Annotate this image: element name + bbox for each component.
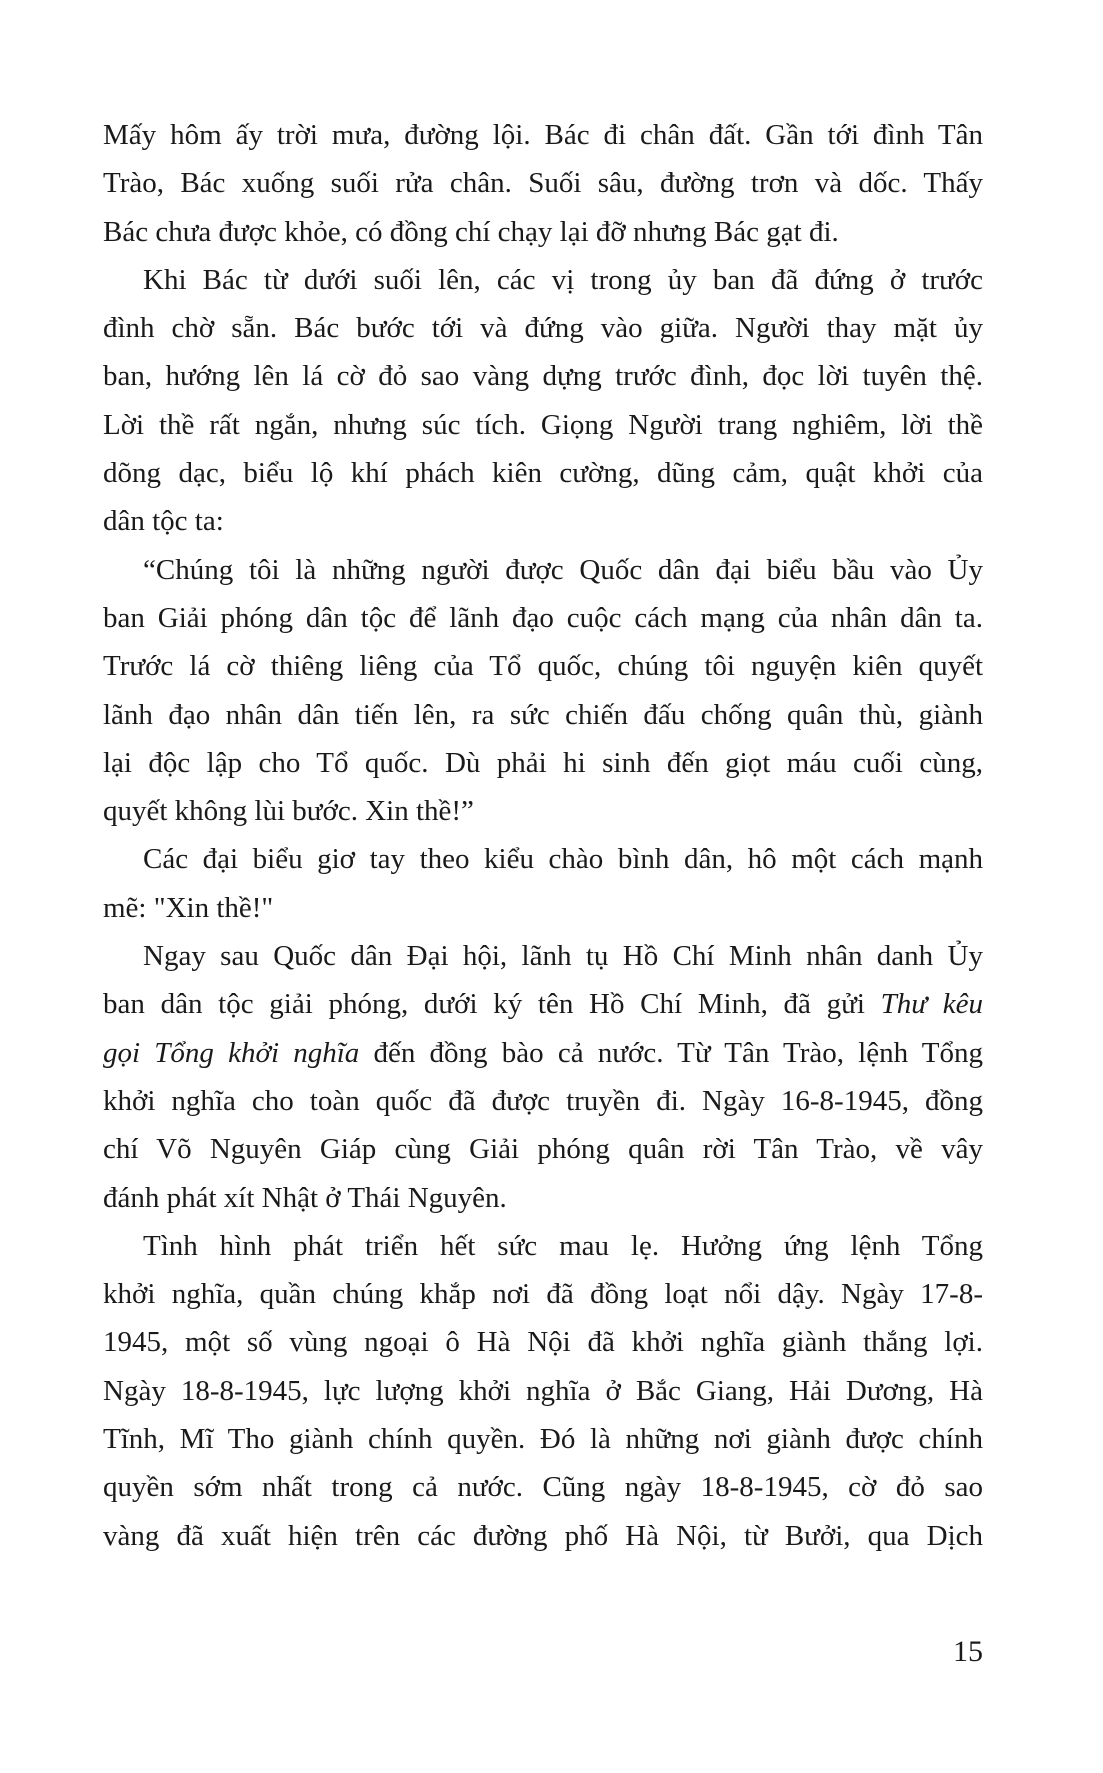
text-line — [103, 497, 983, 545]
line-text: khởi nghĩa cho toàn quốc đã được truyền đi. Ngày 16-8-1945, đồng — [103, 1084, 983, 1117]
text-line — [103, 111, 983, 159]
line-text: chí Võ Nguyên Giáp cùng Giải phóng quân rời Tân Trào, về vây — [103, 1133, 983, 1166]
italic-book-title: Thư kêu — [880, 988, 983, 1021]
text-block — [103, 111, 983, 1560]
line-text: Bác chưa được khỏe, có đồng chí chạy lại đỡ nhưng Bác gạt đi. — [103, 215, 839, 248]
text-line — [103, 1270, 983, 1318]
text-line — [103, 594, 983, 642]
text-line — [103, 980, 983, 1028]
line-text: đánh phát xít Nhật ở Thái Nguyên. — [103, 1181, 507, 1214]
text-line — [103, 304, 983, 352]
page-number: 15 — [953, 1635, 983, 1668]
line-text: lại độc lập cho Tổ quốc. Dù phải hi sinh đến giọt máu cuối cùng, — [103, 746, 983, 779]
line-text: quyết không lùi bước. Xin thề!” — [103, 795, 474, 828]
line-text: Ngày 18-8-1945, lực lượng khởi nghĩa ở Bắc Giang, Hải Dương, Hà — [103, 1374, 983, 1407]
line-text: Tĩnh, Mĩ Tho giành chính quyền. Đó là những nơi giành được chính — [103, 1423, 983, 1456]
line-text: Trước lá cờ thiêng liêng của Tổ quốc, chúng tôi nguyện kiên quyết — [103, 650, 983, 683]
line-text: Tình hình phát triển hết sức mau lẹ. Hưởng ứng lệnh Tổng — [143, 1229, 983, 1262]
text-line — [103, 1174, 983, 1222]
line-text: Mấy hôm ấy trời mưa, đường lội. Bác đi chân đất. Gần tới đình Tân — [103, 119, 983, 151]
line-text: “Chúng tôi là những người được Quốc dân đại biểu bầu vào Ủy — [143, 553, 983, 586]
line-text: Ngay sau Quốc dân Đại hội, lãnh tụ Hồ Chí Minh nhân danh Ủy — [143, 940, 983, 973]
line-text: ban dân tộc giải phóng, dưới ký tên Hồ Chí Minh, đã gửi — [103, 988, 881, 1021]
line-text: vàng đã xuất hiện trên các đường phố Hà Nội, từ Bưởi, qua Dịch — [103, 1519, 983, 1552]
line-text: mẽ: "Xin thề!" — [103, 891, 274, 924]
text-line — [103, 449, 983, 497]
text-line — [103, 739, 983, 787]
italic-book-title: gọi Tổng khởi nghĩa — [103, 1036, 360, 1069]
line-text: ban Giải phóng dân tộc để lãnh đạo cuộc cách mạng của nhân dân ta. — [103, 601, 983, 634]
line-text: Lời thề rất ngắn, nhưng súc tích. Giọng Người trang nghiêm, lời thề — [103, 408, 983, 441]
text-line — [103, 1415, 983, 1463]
line-text: quyền sớm nhất trong cả nước. Cũng ngày 18-8-1945, cờ đỏ sao — [103, 1471, 983, 1504]
line-text: đến đồng bào cả nước. Từ Tân Trào, lệnh Tổng — [359, 1036, 983, 1069]
text-line — [103, 787, 983, 835]
text-line — [103, 352, 983, 400]
text-line — [103, 208, 983, 256]
text-line — [103, 642, 983, 690]
text-line — [103, 159, 983, 207]
text-line — [103, 835, 983, 883]
text-line — [103, 1463, 983, 1511]
line-text: 1945, một số vùng ngoại ô Hà Nội đã khởi nghĩa giành thắng lợi. — [103, 1326, 983, 1359]
text-line — [103, 1318, 983, 1366]
line-text: đình chờ sẵn. Bác bước tới và đứng vào giữa. Người thay mặt ủy — [103, 312, 983, 345]
text-line — [103, 1077, 983, 1125]
line-text: lãnh đạo nhân dân tiến lên, ra sức chiến đấu chống quân thù, giành — [103, 698, 983, 731]
text-line — [103, 1029, 983, 1077]
line-text: dõng dạc, biểu lộ khí phách kiên cường, dũng cảm, quật khởi của — [103, 457, 983, 490]
text-line — [103, 1367, 983, 1415]
text-line — [103, 1512, 983, 1560]
text-line — [103, 256, 983, 304]
text-line — [103, 932, 983, 980]
text-line — [103, 546, 983, 594]
line-text: khởi nghĩa, quần chúng khắp nơi đã đồng loạt nổi dậy. Ngày 17-8- — [103, 1278, 983, 1311]
text-line — [103, 401, 983, 449]
line-text: Trào, Bác xuống suối rửa chân. Suối sâu, đường trơn và dốc. Thấy — [103, 167, 983, 200]
line-text: ban, hướng lên lá cờ đỏ sao vàng dựng trước đình, đọc lời tuyên thệ. — [103, 360, 983, 393]
text-line — [103, 884, 983, 932]
text-line — [103, 1222, 983, 1270]
text-line — [103, 691, 983, 739]
text-line — [103, 1125, 983, 1173]
line-text: dân tộc ta: — [103, 505, 224, 538]
line-text: Các đại biểu giơ tay theo kiểu chào bình dân, hô một cách mạnh — [143, 843, 983, 876]
line-text: Khi Bác từ dưới suối lên, các vị trong ủy ban đã đứng ở trước — [143, 263, 983, 296]
